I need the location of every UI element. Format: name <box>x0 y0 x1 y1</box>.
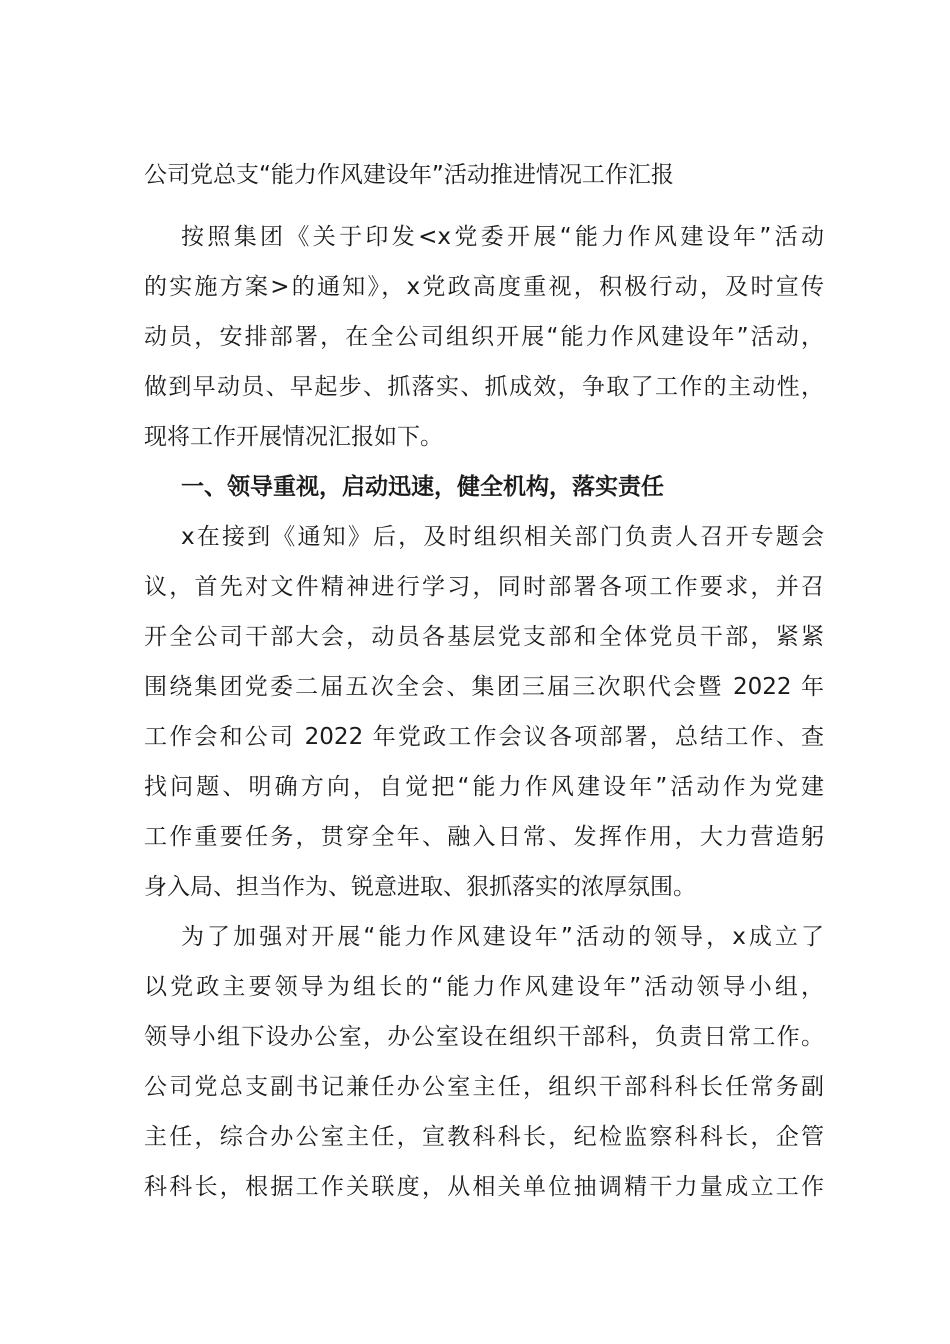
document-body <box>144 212 824 1212</box>
paragraph-line: 找问题、明确方向，自觉把“能力作风建设年”活动作为党建 <box>144 774 824 800</box>
paragraph-line: 领导小组下设办公室，办公室设在组织干部科，负责日常工作。 <box>144 1024 824 1050</box>
paragraph-line: 身入局、担当作为、锐意进取、狠抓落实的浓厚氛围。 <box>144 874 696 900</box>
paragraph-line: 围绕集团党委二届五次全会、集团三届三次职代会暨 2022 年 <box>144 674 824 700</box>
paragraph-line: 现将工作开展情况汇报如下。 <box>144 424 443 450</box>
paragraph-line: 议，首先对文件精神进行学习，同时部署各项工作要求，并召 <box>144 574 824 600</box>
paragraph-line: 主任，综合办公室主任，宣教科科长，纪检监察科科长，企管 <box>144 1124 824 1150</box>
paragraph-line: 做到早动员、早起步、抓落实、抓成效，争取了工作的主动性， <box>144 374 824 400</box>
paragraph-line: 工作重要任务，贯穿全年、融入日常、发挥作用，大力营造躬 <box>144 824 824 850</box>
paragraph-line: 开全公司干部大会，动员各基层党支部和全体党员干部，紧紧 <box>144 624 824 650</box>
paragraph-line: 公司党总支副书记兼任办公室主任，组织干部科科长任常务副 <box>144 1074 824 1100</box>
paragraph-line: 以党政主要领导为组长的“能力作风建设年”活动领导小组， <box>144 974 824 1000</box>
paragraph-line: 工作会和公司 2022 年党政工作会议各项部署，总结工作、查 <box>144 724 824 750</box>
paragraph-line: 为了加强对开展“能力作风建设年”活动的领导，x成立了 <box>181 924 824 950</box>
document-title: 公司党总支“能力作风建设年”活动推进情况工作汇报 <box>144 162 674 188</box>
paragraph-line: 动员，安排部署，在全公司组织开展“能力作风建设年”活动， <box>144 324 824 350</box>
paragraph-line: 科科长，根据工作关联度，从相关单位抽调精干力量成立工作 <box>144 1174 824 1200</box>
paragraph-line: 按照集团《关于印发<x党委开展“能力作风建设年”活动 <box>181 224 824 250</box>
paragraph-line: 的实施方案>的通知》，x党政高度重视，积极行动，及时宣传 <box>144 274 824 300</box>
paragraph-line: x在接到《通知》后，及时组织相关部门负责人召开专题会 <box>181 524 824 550</box>
section-heading: 一、领导重视，启动迅速，健全机构，落实责任 <box>181 474 664 500</box>
